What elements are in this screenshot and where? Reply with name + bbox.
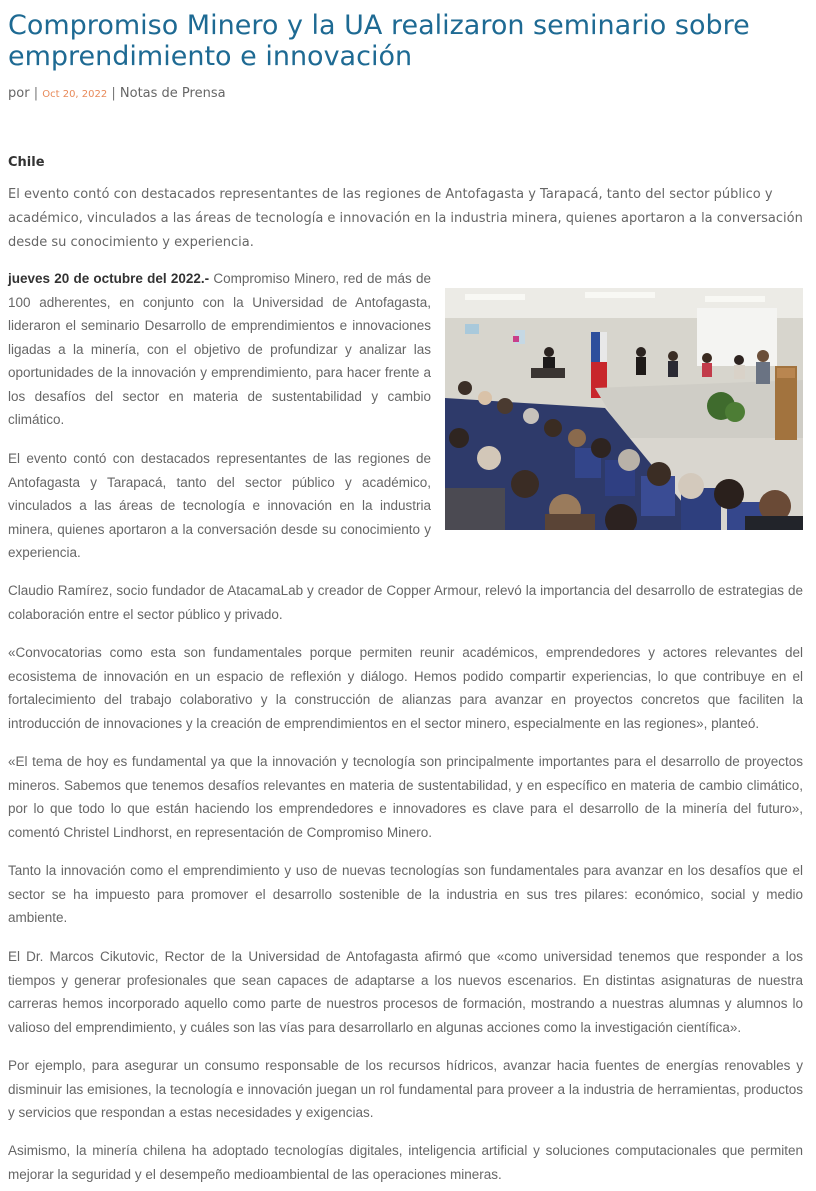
- location-label: Chile: [8, 155, 45, 170]
- category-link[interactable]: Notas de Prensa: [119, 86, 226, 101]
- seminar-photo: [445, 288, 803, 530]
- lead-text: Compromiso Minero, red de más de 100 adherentes, en conjunto con la Universidad de Antofagasta, lideraron el seminario Desarrollo de emprendimientos e innovaciones ligadas a la minería, con el objetivo de profundizar y analizar las oportunidades de la innovación y emprendimiento, para hacer frente a los desafíos del sector en materia de sustentabilidad y cambio climático.: [8, 271, 432, 427]
- article-title: Compromiso Minero y la UA realizaron seminario sobre emprendimiento e innovación: [8, 10, 750, 72]
- lead-paragraph: [8, 267, 431, 432]
- article-paragraph: El Dr. Marcos Cikutovic, Rector de la Universidad de Antofagasta afirmó que «como universidad tenemos que responder a los tiempos y generar profesionales que sean capaces de adaptarse a los nuevos escenarios. En distintas asignaturas de nuestra carreras hemos incorporado aquello como parte de nuestros procesos de formación, mostrando a nuestras alumnas y alumnos lo valioso del emprendimiento, y cuáles son las vías para desarrollarlo en algunas acciones como la investigación científica».: [8, 949, 803, 1035]
- article-paragraph: Por ejemplo, para asegurar un consumo responsable de los recursos hídricos, avanzar hacia fuentes de energías renovables y disminuir las emisiones, la tecnología e innovación juegan un rol fundamental para proveer a la industria de herramientas, productos y servicios que respondan a estas necesidades y exigencias.: [8, 1058, 803, 1120]
- author-label: por: [8, 86, 30, 101]
- post-date: Oct 20, 2022: [42, 89, 108, 100]
- article-intro: El evento contó con destacados representantes de las regiones de Antofagasta y Tarapacá, tanto del sector público y académico, vinculados a las áreas de tecnología e innovación en la industria minera, quienes aportaron a la conversación desde su conocimiento y experiencia.: [8, 187, 803, 250]
- article-paragraph: Asimismo, la minería chilena ha adoptado tecnologías digitales, inteligencia artificial y soluciones computacionales que permiten mejorar la seguridad y el desempeño medioambiental de las operaciones mineras.: [8, 1143, 803, 1182]
- article-paragraph: Tanto la innovación como el emprendimiento y uso de nuevas tecnologías son fundamentales para avanzar en los desafíos que el sector se ha impuesto para promover el desarrollo sostenible de la industria en sus tres pilares: económico, social y medio ambiente.: [8, 863, 803, 925]
- meta-separator: |: [111, 86, 116, 101]
- article-paragraph: Claudio Ramírez, socio fundador de AtacamaLab y creador de Copper Armour, relevó la importancia del desarrollo de estrategias de colaboración entre el sector público y privado.: [8, 583, 803, 622]
- article-paragraph: «El tema de hoy es fundamental ya que la innovación y tecnología son principalmente importantes para el desarrollo de proyectos mineros. Sabemos que tenemos desafíos relevantes en materia de sustentabilidad, y en específico en materia de cambio climático, por lo que todo lo que están haciendo los emprendedores e innovadores es clave para el desarrollo de la minería del futuro», comentó Christel Lindhorst, en representación de Compromiso Minero.: [8, 754, 803, 840]
- article-paragraph: «Convocatorias como esta son fundamentales porque permiten reunir académicos, emprendedores y actores relevantes del ecosistema de innovación en un espacio de reflexión y diálogo. Hemos podido compartir experiencias, lo que contribuye en el fortalecimiento del trabajo colaborativo y la construcción de alianzas para avanzar en proyectos concretos que faciliten la introducción de innovaciones y la creación de emprendimientos en el sector minero, especialmente en las regiones», planteó.: [8, 645, 803, 731]
- article-paragraph: El evento contó con destacados representantes de las regiones de Antofagasta y Tarapacá, tanto del sector público y académico, vinculados a las áreas de tecnología e innovación en la industria minera, quienes aportaron a la conversación desde su conocimiento y experiencia.: [8, 451, 431, 560]
- lead-date: jueves 20 de octubre del 2022.-: [8, 271, 210, 286]
- meta-separator: |: [33, 86, 39, 101]
- post-meta: [8, 85, 226, 104]
